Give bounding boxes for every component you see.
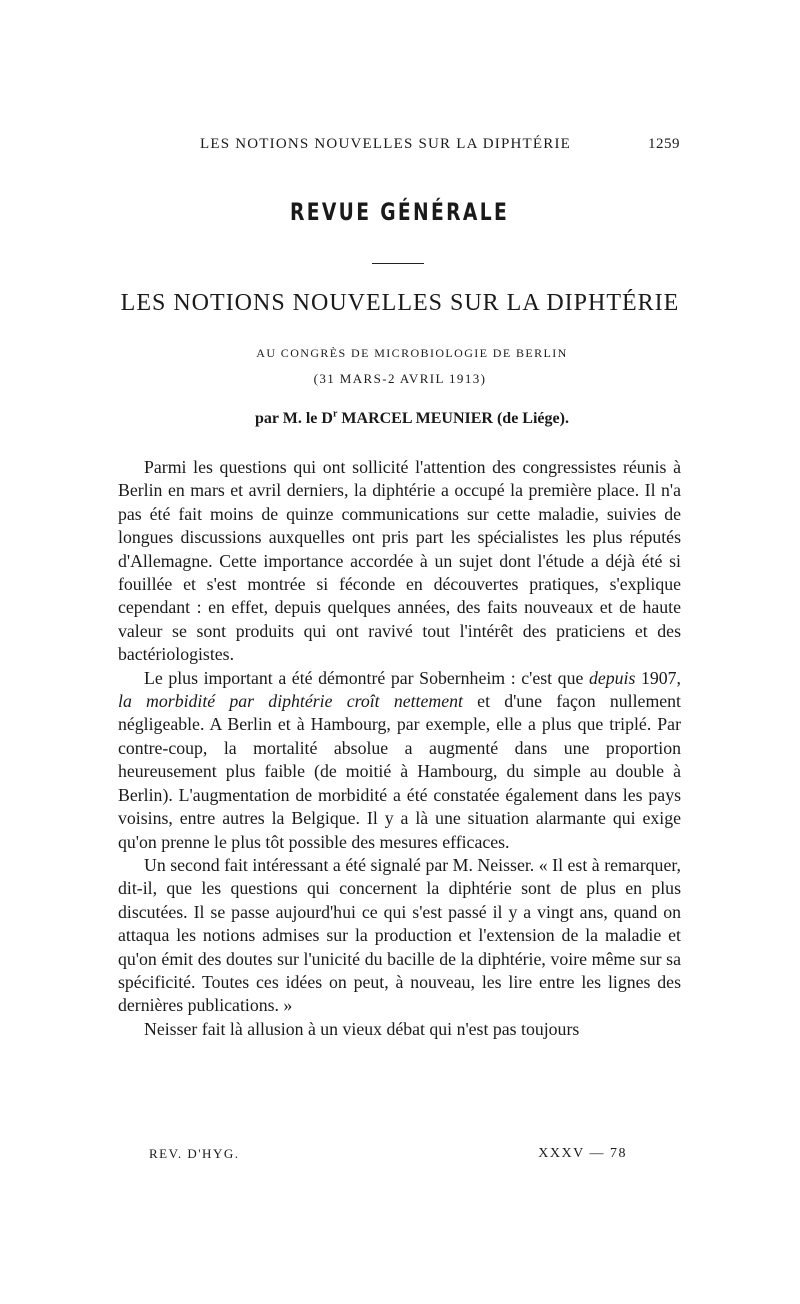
byline [12,410,800,428]
footer-journal: REV. D'HYG. [149,1146,240,1161]
paragraph-1: Parmi les questions qui ont sollicité l'attention des congressistes réunis à Berlin en mars et avril derniers, la diphtérie a occupé la première place. Il n'a pas été fait moins de quinze communications sur cette maladie, suivies de longues discussions auxquelles ont pris part les spécialistes les plus réputés d'Allemagne. Cette importance accordée à un sujet dont l'étude a déjà été si fouillée et s'est montrée si féconde en découvertes pratiques, s'explique cependant : en effet, depuis quelques années, des faits nouveaux et de haute valeur se sont produits qui ont ravivé tout l'intérêt des praticiens et des bactériologistes. [118,457,681,665]
byline-prefix: par M. le D [255,410,333,427]
page-number: 1259 [648,136,680,152]
article-title: LES NOTIONS NOUVELLES SUR LA DIPHTÉRIE [120,290,680,316]
paragraph-3: Un second fait intéressant a été signalé par M. Neisser. « Il est à remarquer, dit-il, que les questions qui concernent la diphtérie sont de plus en plus discutées. Il se passe aujourd'hui ce qui s'est passé il y a vingt ans, quand on attaqua les notions admises sur la production et l'extension de la maladie et qu'on émit des doutes sur l'unicité du bacille de la diphtérie, voire même sur sa spécificité. Toutes ces idées on peut, à nouveau, les lire entre les lignes des dernières publications. » [118,854,681,1016]
article-subtitle-dates: (31 MARS-2 AVRIL 1913) [313,371,487,386]
footer-signature: XXXV — 78 [538,1146,627,1161]
article-subtitle-venue: AU CONGRÈS DE MICROBIOLOGIE DE BERLIN [256,346,568,360]
running-head-title: LES NOTIONS NOUVELLES SUR LA DIPHTÉRIE [200,136,572,152]
running-head [200,136,680,153]
article-body [118,456,681,1041]
paragraph-2-start: Le plus important a été démontré par Sobernheim : c'est que [144,667,589,688]
page-footer [149,1146,627,1162]
section-title: REVUE GÉNÉRALE [289,198,510,226]
byline-author: MARCEL MEUNIER [337,410,497,427]
title-rule [372,263,424,264]
byline-sup: r [332,408,338,420]
paragraph-2-italic-depuis: depuis [588,667,636,688]
paragraph-2-italic-morbidity: la morbidité par diphtérie croît nettement [118,691,463,712]
paragraph-4: Neisser fait là allusion à un vieux débat qui n'est pas toujours [144,1018,580,1039]
paragraph-2-rest: et d'une façon nullement négligeable. A Berlin et à Hambourg, par exemple, elle a plus que triplé. Par contre-coup, la mortalité absolue a augmenté dans une proportion heureusement plus faible (de moitié à Hambourg, du simple au double à Berlin). L'augmentation de morbidité a été constatée également dans les pays voisins, entre autres la Belgique. Il y a là une situation alarmante qui exige qu'on prenne le plus tôt possible des mesures efficaces. [118,691,681,852]
paragraph-2 [118,667,681,854]
byline-affiliation: (de Liége). [496,410,569,427]
paragraph-2-year: 1907, [635,667,681,688]
